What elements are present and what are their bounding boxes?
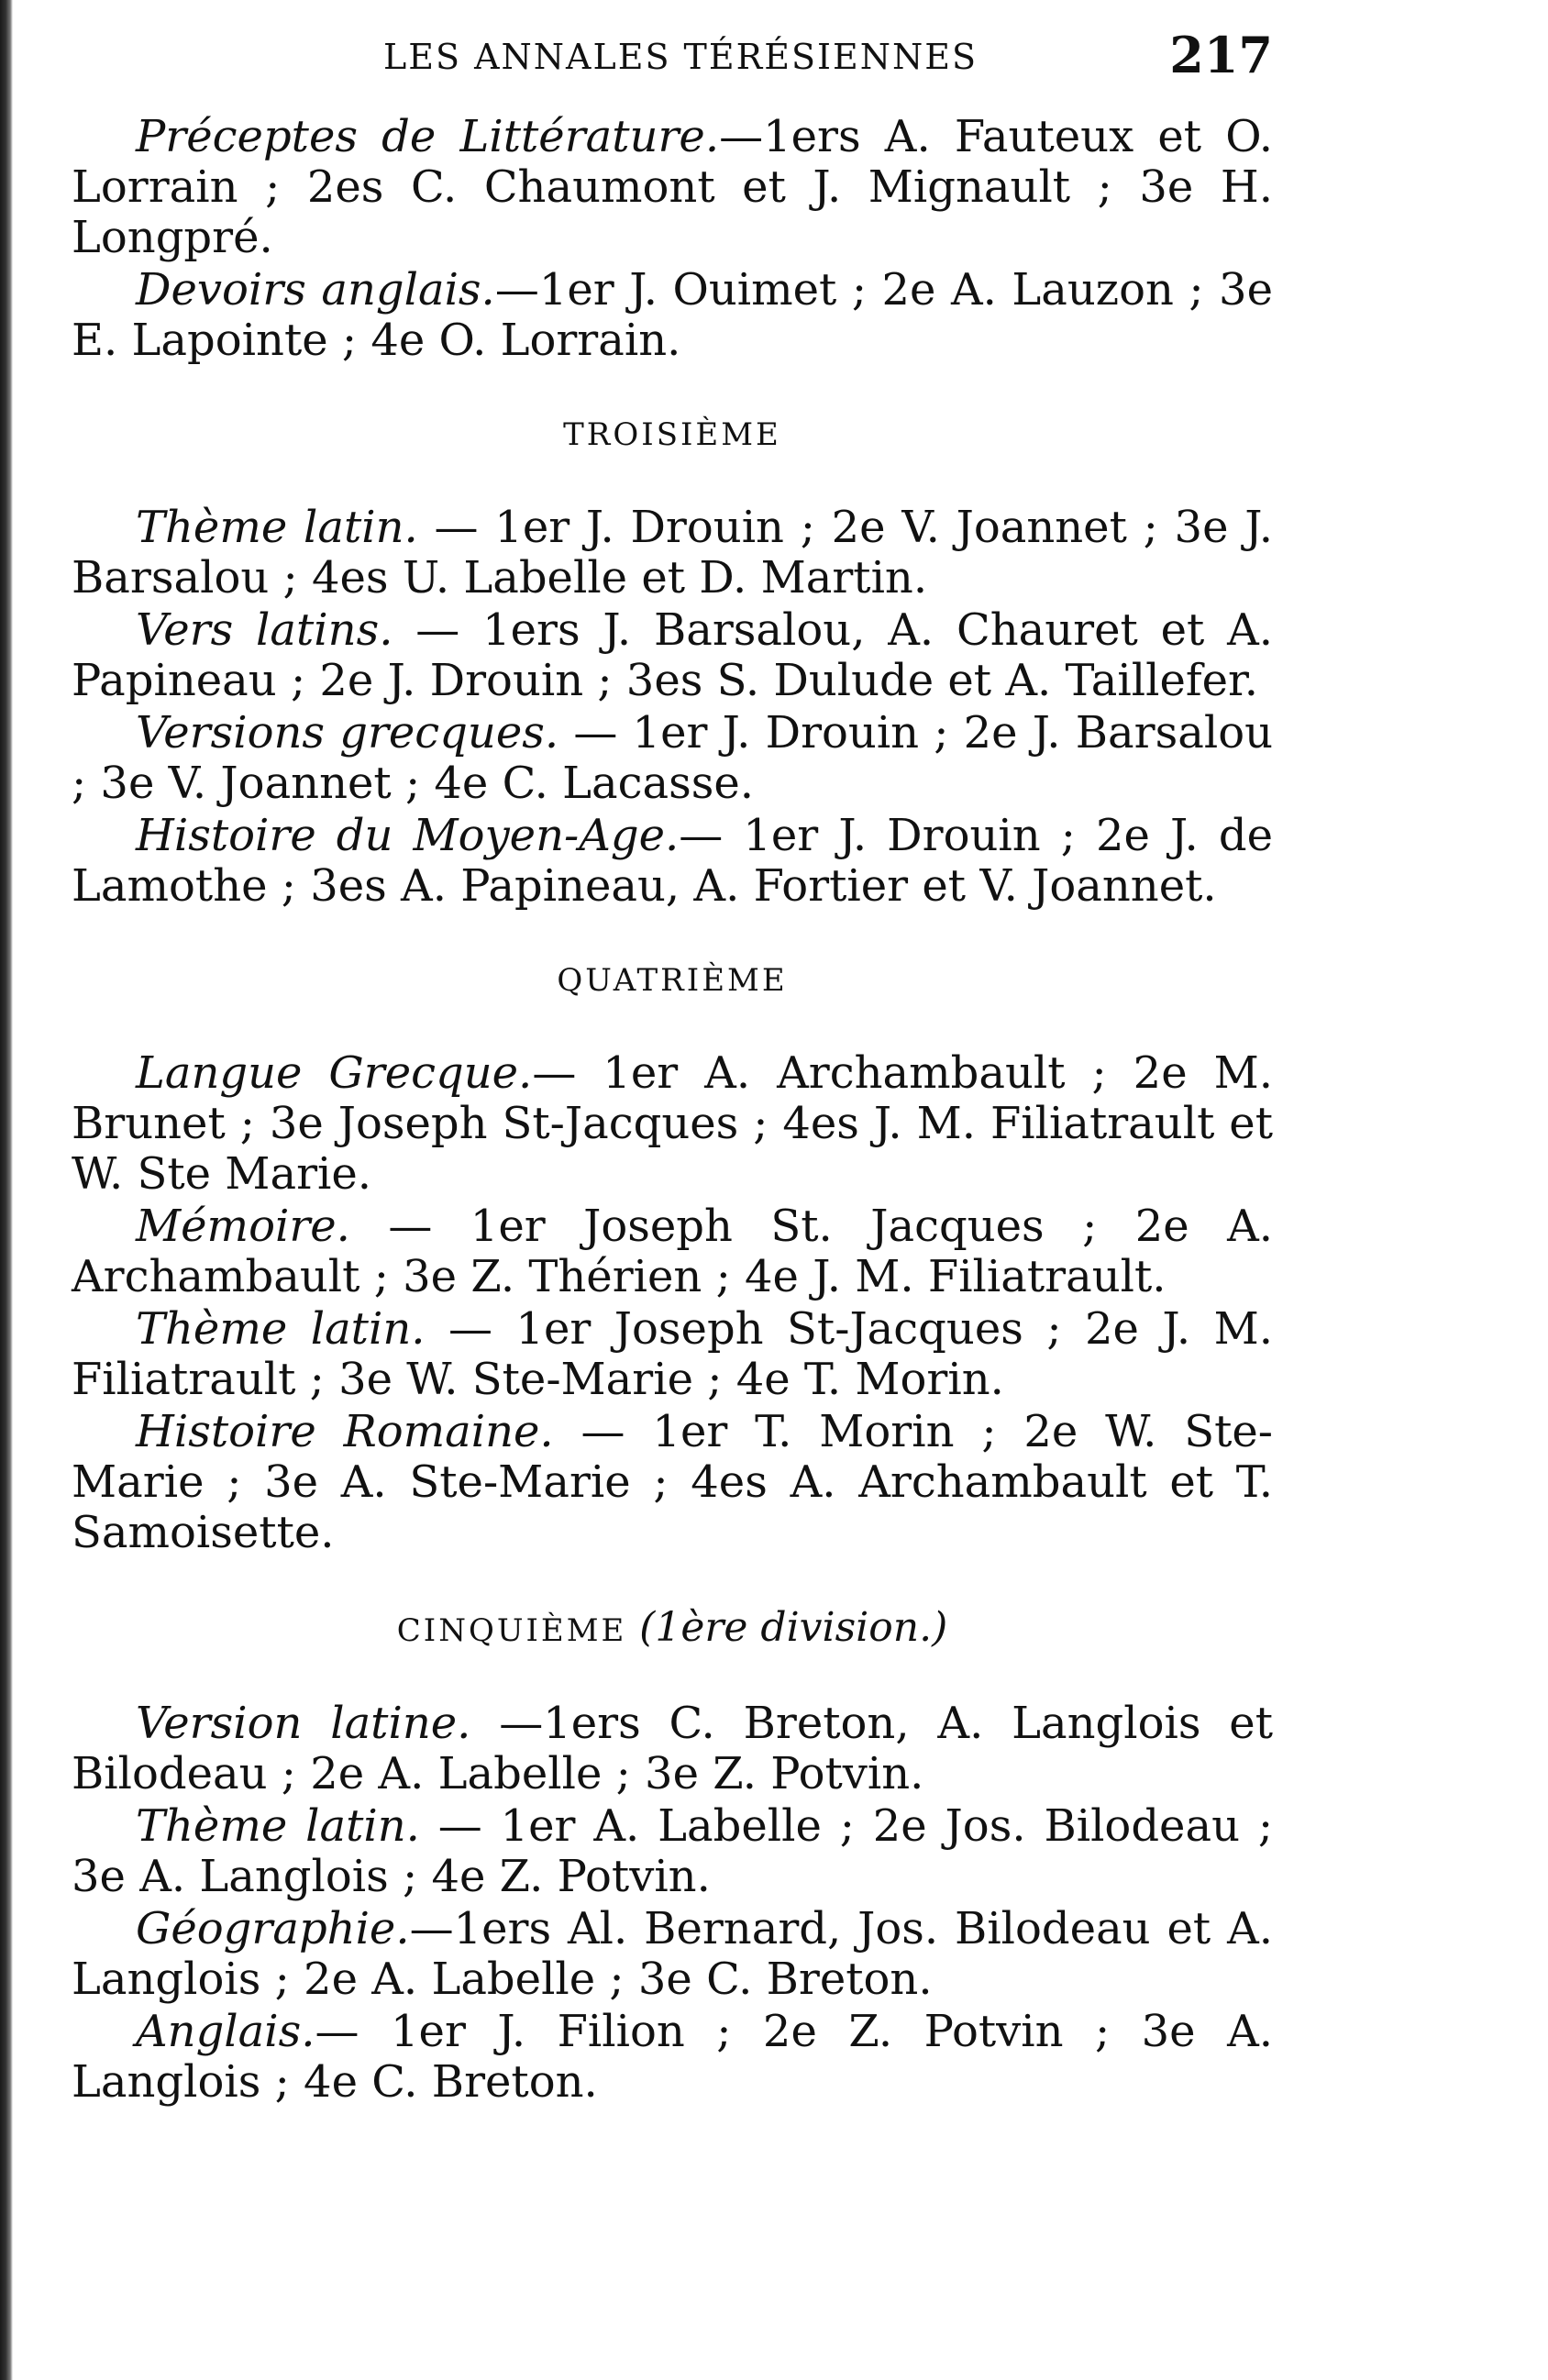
entry-text: — 1er J. Drouin ; 2e J. Barsalou ; 3e V. Joannet ; 4e C. Lacasse. — [72, 707, 1274, 809]
section-heading — [72, 1602, 1273, 1656]
entry-text: —1ers A. Fauteux et O. Lorrain ; 2es C. Chaumont et J. Mignault ; 3e H. Longpré. — [72, 111, 1273, 263]
prize-entry — [72, 1904, 1273, 2005]
prize-entry — [72, 1304, 1273, 1405]
entry-subject: Anglais. — [136, 2006, 315, 2057]
section-heading-text: TROISIÈME — [563, 416, 781, 453]
entry-text: — 1er A. Labelle ; 2e Jos. Bilodeau ; 3e A. Langlois ; 4e Z. Potvin. — [72, 1800, 1274, 1902]
entry-subject: Langue Grecque. — [136, 1047, 533, 1099]
entry-subject: Préceptes de Littérature. — [136, 111, 720, 162]
entry-text: — 1er A. Archambault ; 2e M. Brunet ; 3e Joseph St-Jacques ; 4es J. M. Filiatrault et W. Ste Marie. — [72, 1047, 1274, 1200]
entry-subject: Géographie. — [136, 1903, 410, 1954]
prize-entry — [72, 1048, 1273, 1200]
entry-text: —1ers C. Breton, A. Langlois et Bilodeau ; 2e A. Labelle ; 3e Z. Potvin. — [72, 1698, 1273, 1799]
prize-entry — [72, 1407, 1273, 1558]
book-spine-shadow — [0, 0, 13, 2380]
entry-text: — 1er Joseph St. Jacques ; 2e A. Archambault ; 3e Z. Thérien ; 4e J. M. Filiatrault. — [72, 1201, 1273, 1302]
entry-text: —1er J. Ouimet ; 2e A. Lauzon ; 3e E. Lapointe ; 4e O. Lorrain. — [72, 264, 1274, 366]
entry-subject: Devoirs anglais. — [136, 264, 495, 315]
entry-text: — 1er T. Morin ; 2e W. Ste-Marie ; 3e A. Ste-Marie ; 4es A. Archambault et T. Samoisette. — [72, 1406, 1274, 1558]
page-number: 217 — [1169, 26, 1273, 84]
entry-subject: Mémoire. — [136, 1201, 350, 1252]
section-heading-note: (1ère division.) — [639, 1604, 948, 1651]
entry-text: — 1er J. Drouin ; 2e J. de Lamothe ; 3es A. Papineau, A. Fortier et V. Joannet. — [72, 810, 1273, 912]
running-title: LES ANNALES TÉRÉSIENNES — [383, 37, 979, 77]
prize-entry — [72, 503, 1273, 603]
section-cinquieme — [72, 1602, 1273, 2108]
document-page — [72, 0, 1273, 2380]
section-continuation — [72, 112, 1273, 366]
entry-subject: Histoire du Moyen-Age. — [136, 810, 680, 861]
prize-entry — [72, 811, 1273, 912]
section-heading — [72, 956, 1273, 1006]
entry-subject: Thème latin. — [136, 1800, 420, 1852]
prize-entry — [72, 2007, 1273, 2108]
section-heading — [72, 410, 1273, 460]
entry-subject: Thème latin. — [136, 1303, 426, 1355]
entry-text: — 1ers J. Barsalou, A. Chauret et A. Papineau ; 2e J. Drouin ; 3es S. Dulude et A. Taillefer. — [72, 604, 1274, 706]
prize-entry — [72, 1801, 1273, 1902]
prize-entry — [72, 605, 1273, 706]
entry-subject: Versions grecques. — [136, 707, 559, 758]
entry-text: — 1er Joseph St-Jacques ; 2e J. M. Filiatrault ; 3e W. Ste-Marie ; 4e T. Morin. — [72, 1303, 1273, 1405]
entry-subject: Thème latin. — [136, 502, 418, 553]
entry-subject: Version latine. — [136, 1698, 471, 1749]
entry-text: — 1er J. Drouin ; 2e V. Joannet ; 3e J. Barsalou ; 4es U. Labelle et D. Martin. — [72, 502, 1274, 603]
prize-entry — [72, 1699, 1273, 1799]
entry-text: — 1er J. Filion ; 2e Z. Potvin ; 3e A. Langlois ; 4e C. Breton. — [72, 2006, 1273, 2108]
running-head — [72, 20, 1273, 94]
entry-subject: Histoire Romaine. — [136, 1406, 554, 1457]
section-heading-text: QUATRIÈME — [557, 962, 788, 999]
section-troisieme — [72, 410, 1273, 912]
entry-text: —1ers Al. Bernard, Jos. Bilodeau et A. Langlois ; 2e A. Labelle ; 3e C. Breton. — [72, 1903, 1273, 2005]
page-content — [72, 112, 1273, 2109]
entry-subject: Vers latins. — [136, 604, 393, 656]
prize-entry — [72, 708, 1273, 809]
prize-entry — [72, 1201, 1273, 1302]
prize-entry — [72, 265, 1273, 366]
prize-entry — [72, 112, 1273, 263]
section-heading-text: CINQUIÈME — [396, 1612, 627, 1649]
section-quatrieme — [72, 956, 1273, 1558]
